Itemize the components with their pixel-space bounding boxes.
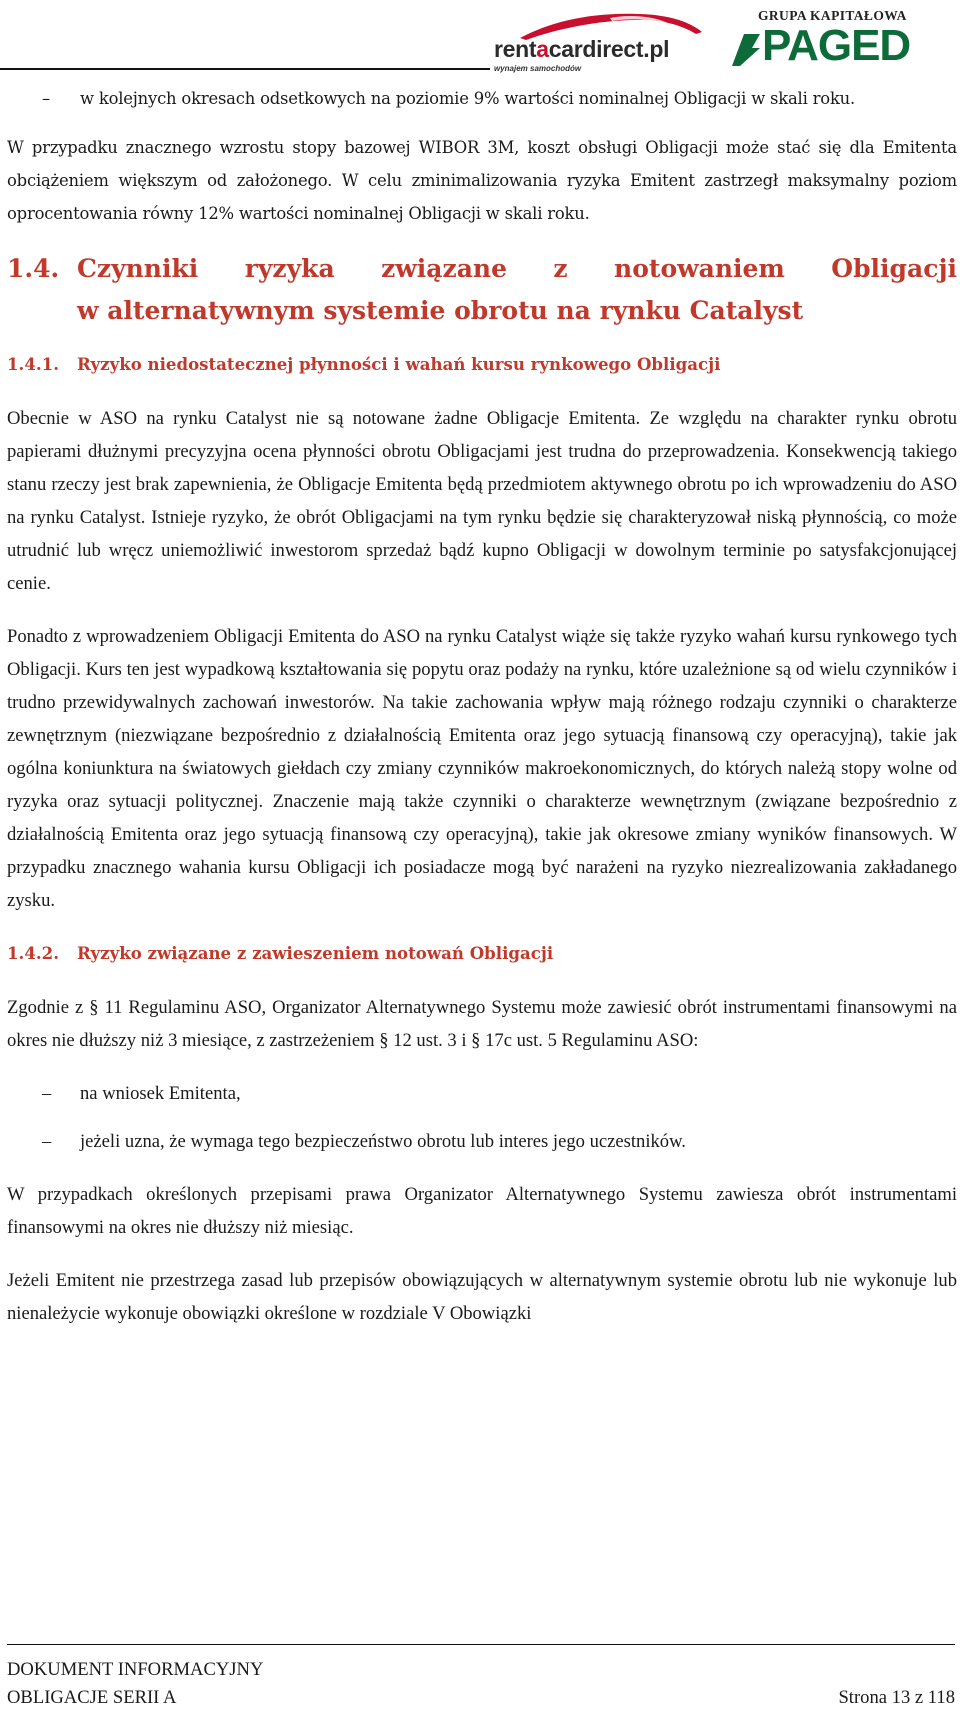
- list-item-text: na wniosek Emitenta,: [80, 1083, 241, 1104]
- section-number: 1.4.1.: [7, 354, 59, 374]
- header-rule: [0, 68, 490, 70]
- dash-bullet-icon: –: [42, 1083, 52, 1104]
- section-title: Ryzyko niedostatecznej płynności i wahań kursu rynkowego Obligacji: [77, 354, 721, 374]
- title-word: Czynniki: [77, 254, 199, 283]
- rentacardirect-wordmark: rentacardirect.pl: [494, 36, 670, 62]
- paged-wordmark: PAGED: [762, 21, 911, 70]
- dash-bullet-icon: –: [42, 1131, 52, 1152]
- paragraph-wibor: W przypadku znacznego wzrostu stopy bazowej WIBOR 3M, koszt obsługi Obligacji może stać się dla Emitenta obciążeniem większym od założonego. W celu zminimalizowania ryzyka Emitent zastrzegł maksymalny poziom oprocentowania równy 12% wartości nominalnej Obligacji w skali roku.: [7, 138, 957, 223]
- paged-emblem-icon: [730, 32, 762, 68]
- footer-rule: [7, 1644, 955, 1645]
- paged-logo: [728, 8, 956, 72]
- paragraph-przypadkach: W przypadkach określonych przepisami prawa Organizator Alternatywnego Systemu zawiesza obrót instrumentami finansowymi na okres nie dłuższy niż miesiąc.: [7, 1184, 957, 1238]
- title-word: Obligacji: [831, 254, 957, 283]
- group-label: GRUPA KAPITAŁOWA: [758, 8, 907, 23]
- paragraph-jezeli: Jeżeli Emitent nie przestrzega zasad lub przepisów obowiązujących w alternatywnym systemie obrotu lub nie wykonuje lub nienależycie wykonuje obowiązki określone w rozdziale V Obowiązki: [7, 1270, 957, 1324]
- rentacardirect-logo: [490, 8, 720, 72]
- list-item: [7, 1077, 957, 1110]
- title-word: z: [553, 254, 568, 283]
- section-heading-1-4-1: [7, 348, 957, 381]
- rentacardirect-tagline: wynajem samochodów: [494, 64, 582, 73]
- paragraph-ponadto: Ponadto z wprowadzeniem Obligacji Emitenta do ASO na rynku Catalyst wiąże się także ryzyko wahań kursu rynkowego tych Obligacji. Kurs ten jest wypadkową kształtowania się popytu oraz podaży na rynku, które uzależnione są od wielu czynników i trudno przewidywalnych zachowań inwestorów. Na takie zachowania wpływ mają różnego rodzaju czynniki o charakterze zewnętrznym (niezwiązane bezpośrednio z działalnością Emitenta oraz jego sytuacją finansową czy operacyjną), takie jak ogólna koniunktura na światowych giełdach czy zmiany czynników makroekonomicznych, do których należą stopy wolne od ryzyka oraz sytuacji politycznej. Znaczenie mają także czynniki o charakterze wewnętrznym (związane bezpośrednio z działalnością Emitenta oraz jego sytuacją finansową czy operacyjną), takie jak okresowe zmiany wyników finansowych. W przypadku znacznego wahania kursu Obligacji ich posiadacze mogą być narażeni na ryzyko niezrealizowania zakładanego zysku.: [7, 626, 957, 911]
- page-number: Strona 13 z 118: [838, 1687, 955, 1708]
- section-title-line1: [77, 248, 957, 290]
- section-title: Ryzyko związane z zawieszeniem notowań Obligacji: [77, 943, 554, 963]
- list-item: [7, 1125, 957, 1158]
- section-heading-1-4-2: [7, 937, 957, 970]
- section-title-line2: w alternatywnym systemie obrotu na rynku Catalyst: [77, 296, 804, 325]
- page-footer: [7, 1656, 955, 1712]
- list-item-text: jeżeli uzna, że wymaga tego bezpieczeństwo obrotu lub interes jego uczestników.: [80, 1131, 686, 1152]
- section-number: 1.4.2.: [7, 943, 59, 963]
- title-word: związane: [381, 254, 507, 283]
- footer-series: OBLIGACJE SERII A: [7, 1687, 177, 1708]
- section-number: 1.4.: [7, 254, 60, 283]
- title-word: notowaniem: [614, 254, 785, 283]
- footer-document-type: DOKUMENT INFORMACYJNY: [7, 1659, 264, 1680]
- page-header: [0, 0, 960, 80]
- list-item-text: w kolejnych okresach odsetkowych na poziomie 9% wartości nominalnej Obligacji w skali roku.: [80, 89, 856, 108]
- paragraph-zgodnie: Zgodnie z § 11 Regulaminu ASO, Organizator Alternatywnego Systemu może zawiesić obrót instrumentami finansowymi na okres nie dłuższy niż 3 miesiące, z zastrzeżeniem § 12 ust. 3 i § 17c ust. 5 Regulaminu ASO:: [7, 997, 957, 1051]
- dash-bullet-icon: –: [42, 89, 50, 108]
- title-word: ryzyka: [244, 254, 335, 283]
- paragraph-aso: Obecnie w ASO na rynku Catalyst nie są notowane żadne Obligacje Emitenta. Ze względu na charakter rynku obrotu papierami dłużnymi precyzyjna ocena płynności obrotu Obligacjami jest trudna do przeprowadzenia. Konsekwencją takiego stanu rzeczy jest brak zapewnienia, że Obligacje Emitenta będą przedmiotem aktywnego obrotu po ich wprowadzeniu do ASO na rynku Catalyst. Istnieje ryzyko, że obrót Obligacjami na tym rynku będzie się charakteryzował niską płynnością, co może utrudnić lub wręcz uniemożliwić inwestorom sprzedaż bądź kupno Obligacji w dowolnym terminie po satysfakcjonującej cenie.: [7, 408, 957, 594]
- section-heading-1-4: [7, 248, 957, 332]
- list-item: [7, 82, 957, 115]
- document-body: [7, 82, 957, 1330]
